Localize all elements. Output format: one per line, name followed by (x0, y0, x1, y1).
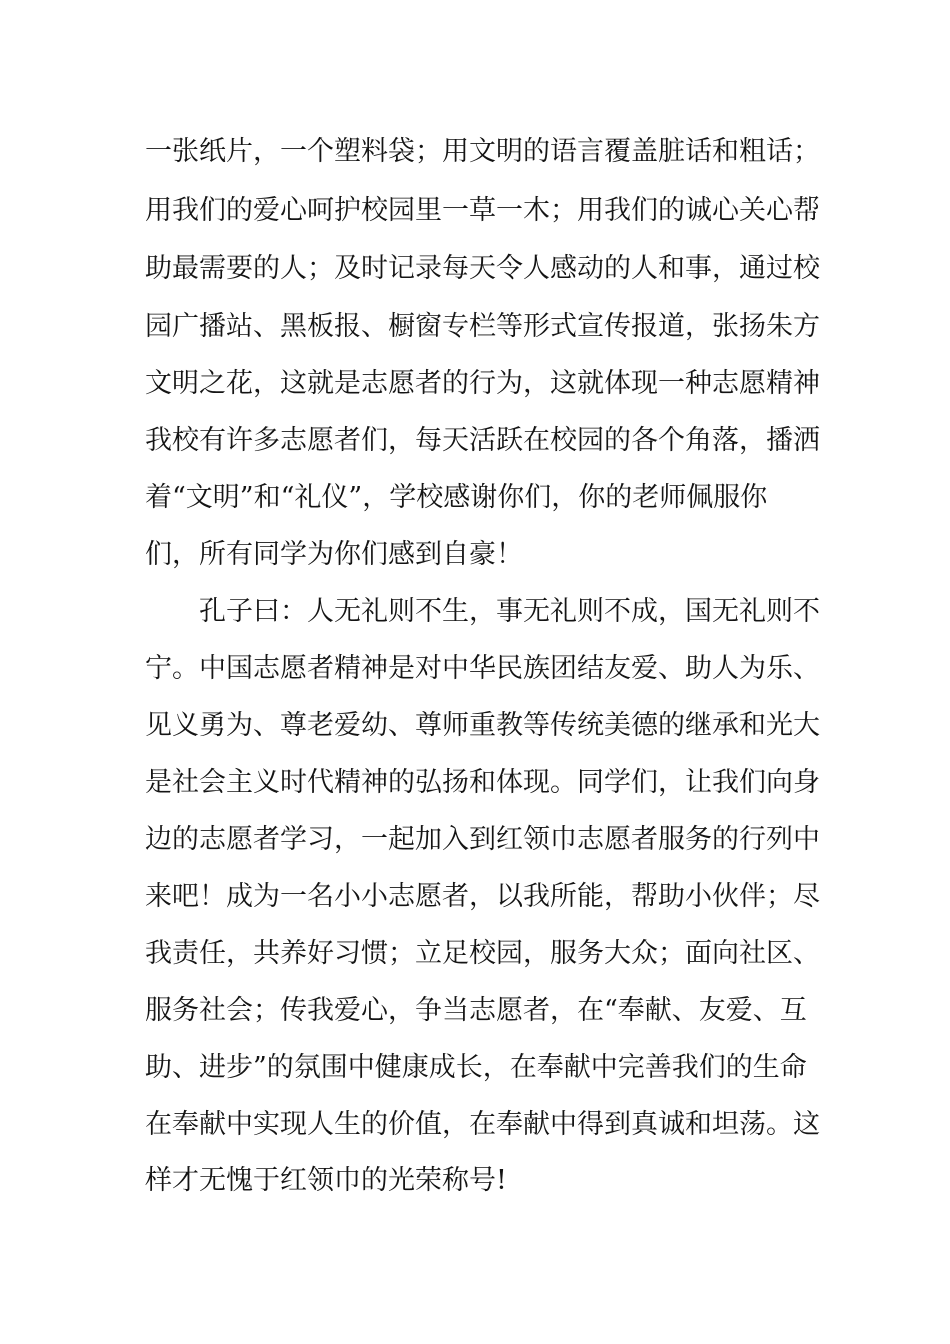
text-line: 们，所有同学为你们感到自豪！ (145, 539, 523, 570)
text-line: 着“文明”和“礼仪”，学校感谢你们，你的老师佩服你 (145, 482, 768, 513)
text-line: 文明之花，这就是志愿者的行为，这就体现一种志愿精神 (145, 368, 820, 399)
text-line: 用我们的爱心呵护校园里一草一木；用我们的诚心关心帮 (145, 195, 820, 226)
text-line: 是社会主义时代精神的弘扬和体现。同学们，让我们向身 (145, 767, 820, 798)
text-line: 我责任，共养好习惯；立足校园，服务大众；面向社区、 (145, 938, 820, 969)
text-line: 在奉献中实现人生的价值，在奉献中得到真诚和坦荡。这 (145, 1109, 820, 1140)
text-line: 宁。中国志愿者精神是对中华民族团结友爱、助人为乐、 (145, 653, 820, 684)
text-line: 边的志愿者学习，一起加入到红领巾志愿者服务的行列中 (145, 824, 820, 855)
text-line: 服务社会；传我爱心，争当志愿者，在“奉献、友爱、互 (145, 995, 807, 1026)
text-line: 助最需要的人；及时记录每天令人感动的人和事，通过校 (145, 253, 820, 284)
text-line: 一张纸片，一个塑料袋；用文明的语言覆盖脏话和粗话； (145, 136, 820, 167)
text-line: 来吧！成为一名小小志愿者，以我所能，帮助小伙伴；尽 (145, 881, 820, 912)
paragraph-first-line: 孔子曰：人无礼则不生，事无礼则不成，国无礼则不 (199, 596, 820, 627)
text-line: 样才无愧于红领巾的光荣称号! (145, 1165, 507, 1196)
text-line: 我校有许多志愿者们，每天活跃在校园的各个角落，播洒 (145, 425, 820, 456)
text-line: 园广播站、黑板报、橱窗专栏等形式宣传报道，张扬朱方 (145, 311, 820, 342)
text-line: 助、进步”的氛围中健康成长，在奉献中完善我们的生命 (145, 1052, 807, 1083)
text-line: 见义勇为、尊老爱幼、尊师重教等传统美德的继承和光大 (145, 710, 820, 741)
